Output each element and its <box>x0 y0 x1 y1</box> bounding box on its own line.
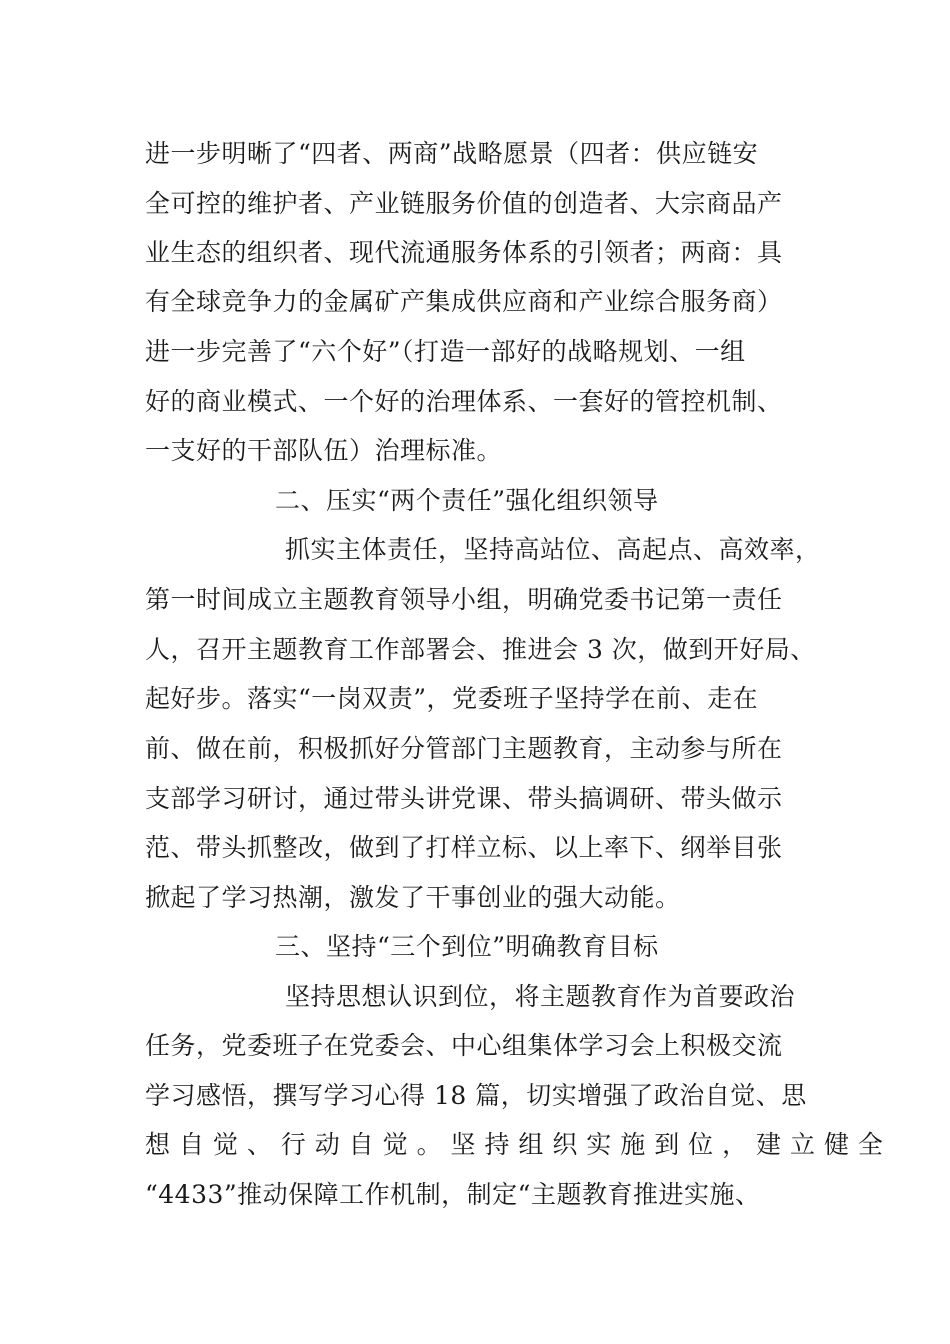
text-line: 进一步明晰了“四者、两商”战略愿景（四者：供应链安 <box>145 139 759 168</box>
text-line: 前、做在前，积极抓好分管部门主题教育，主动参与所在 <box>145 734 783 763</box>
text-line: 一支好的干部队伍）治理标准。 <box>145 436 503 465</box>
section-heading: 二、压实“两个责任”强化组织领导 <box>275 486 659 515</box>
text-line: “4433”推动保障工作机制，制定“主题教育推进实施、 <box>145 1180 761 1209</box>
text-line: 有全球竞争力的金属矿产集成供应商和产业综合服务商） <box>145 287 783 316</box>
section-heading: 三、坚持“三个到位”明确教育目标 <box>275 932 659 961</box>
text-line: 好的商业模式、一个好的治理体系、一套好的管控机制、 <box>145 387 783 416</box>
text-line: 抓实主体责任，坚持高站位、高起点、高效率， <box>285 535 821 564</box>
text-line: 全可控的维护者、产业链服务价值的创造者、大宗商品产 <box>145 189 783 218</box>
text-line: 人，召开主题教育工作部署会、推进会 3 次，做到开好局、 <box>145 635 816 664</box>
text-line: 掀起了学习热潮，激发了干事创业的强大动能。 <box>145 883 681 912</box>
text-line: 支部学习研讨，通过带头讲党课、带头搞调研、带头做示 <box>145 784 783 813</box>
text-line: 学习感悟，撰写学习心得 18 篇，切实增强了政治自觉、思 <box>145 1081 807 1110</box>
text-line: 想 自 觉 、 行 动 自 觉 。 坚 持 组 织 实 施 到 位 ， 建 立 健 全 <box>145 1130 884 1159</box>
text-line: 任务，党委班子在党委会、中心组集体学习会上积极交流 <box>145 1031 783 1060</box>
text-line: 坚持思想认识到位，将主题教育作为首要政治 <box>285 982 796 1011</box>
text-line: 进一步完善了“六个好”（打造一部好的战略规划、一组 <box>145 337 746 366</box>
text-line: 业生态的组织者、现代流通服务体系的引领者；两商：具 <box>145 238 783 267</box>
text-line: 第一时间成立主题教育领导小组，明确党委书记第一责任 <box>145 585 783 614</box>
text-line: 范、带头抓整改，做到了打样立标、以上率下、纲举目张 <box>145 833 783 862</box>
text-line: 起好步。落实“一岗双责”，党委班子坚持学在前、走在 <box>145 684 759 713</box>
